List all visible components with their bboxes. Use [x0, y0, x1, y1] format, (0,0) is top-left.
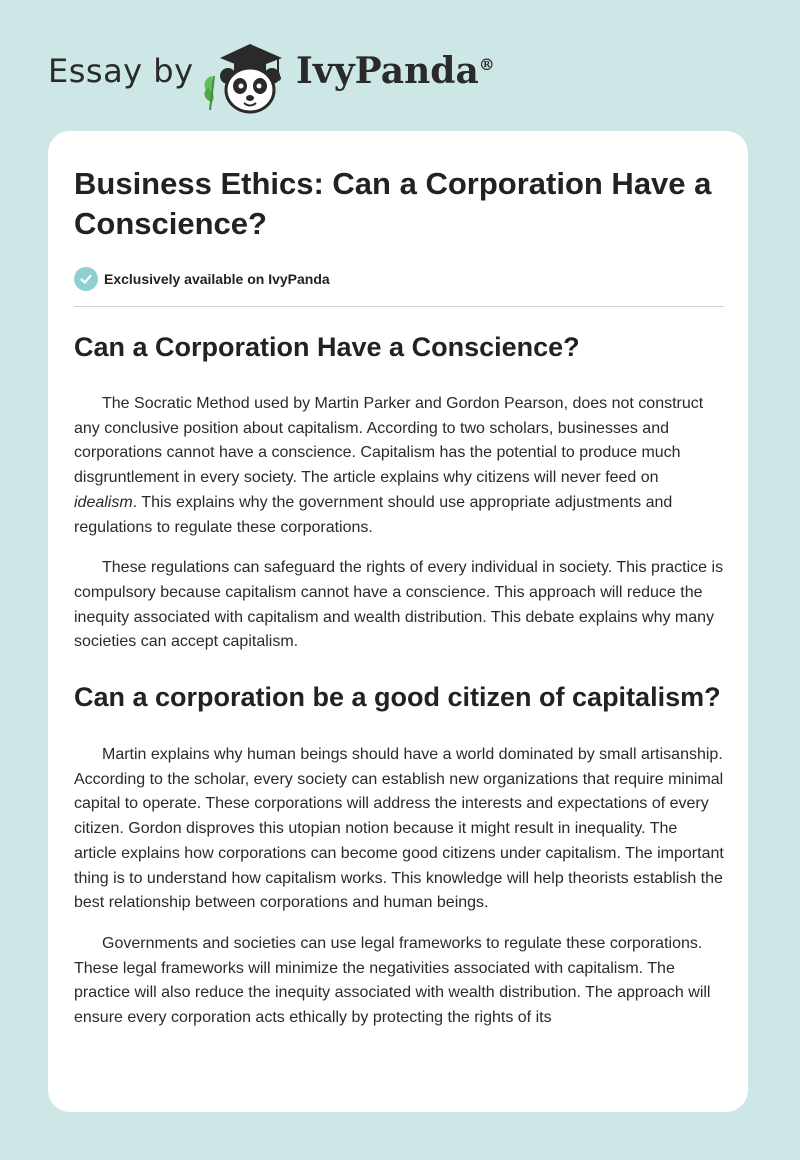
paragraph: Martin explains why human beings should have a world dominated by small artisanship. According to the scholar, every society can establish new organizations that require minimal capital to operate. These corporations will address the interests and expectations of every citizen. Gordon disproves this utopian notion because it might result in inequality. The article explains how corporations can become good citizens under capitalism. The important thing is to understand how capitalism works. This knowledge will help theorists establish the best relationship between corporations and human beings. [74, 746, 724, 912]
section-heading: Can a corporation be a good citizen of capitalism? [74, 682, 721, 713]
emphasis-text: idealism [74, 493, 133, 511]
registered-mark: ® [478, 55, 495, 74]
article-content [74, 164, 724, 1031]
exclusive-badge [74, 266, 724, 292]
brand-name-text: IvyPanda [296, 50, 479, 92]
brand-name[interactable] [296, 50, 495, 92]
paragraph-text: The Socratic Method used by Martin Parker and Gordon Pearson, does not construct any conclusive position about capitalism. According to two scholars, businesses and corporations cannot have a conscience. Capitalism has the potential to produce much disgruntlement in every society. The article explains why citizens will never feed on [74, 395, 704, 487]
exclusive-text: Exclusively available on IvyPanda [104, 271, 330, 287]
article-card [48, 131, 748, 1112]
section-heading: Can a Corporation Have a Conscience? [74, 332, 580, 362]
panda-graduate-icon[interactable] [198, 36, 288, 116]
article-title: Business Ethics: Can a Corporation Have a Conscience? [74, 166, 712, 241]
paragraph [74, 392, 724, 540]
check-icon [74, 267, 98, 291]
brand-prefix: Essay by [48, 52, 194, 90]
paragraph: These regulations can safeguard the rights of every individual in society. This practice is compulsory because capitalism cannot have a conscience. This approach will reduce the inequity associated with capitalism and wealth distribution. This debate explains why many societies can accept capitalism. [74, 559, 724, 651]
paragraph: Governments and societies can use legal frameworks to regulate these corporations. These legal frameworks will minimize the negativities associated with capitalism. The practice will also reduce the inequity associated with wealth distribution. The approach will ensure every corporation acts ethically by protecting the rights of its [74, 934, 711, 1027]
site-header [48, 30, 548, 120]
paragraph-text: . This explains why the government should use appropriate adjustments and regulations to regulate these corporations. [74, 493, 673, 536]
divider [74, 306, 724, 307]
